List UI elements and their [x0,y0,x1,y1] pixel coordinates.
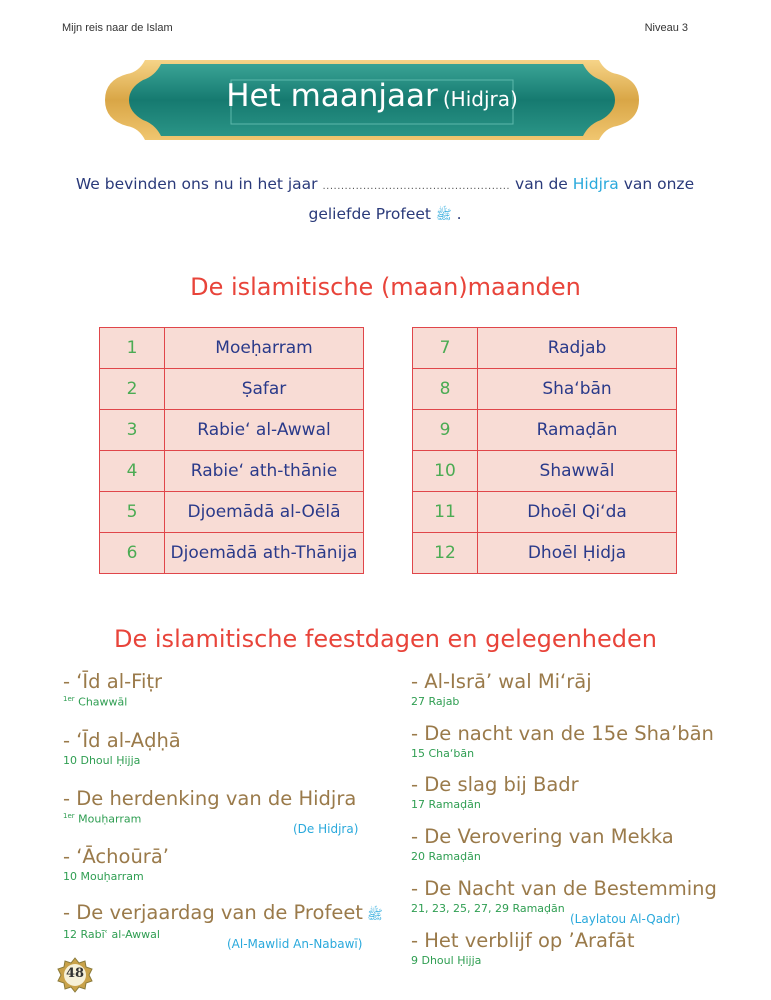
month-row [413,451,677,492]
month-number: 9 [413,410,478,451]
month-number: 11 [413,492,478,533]
book-title: Mijn reis naar de Islam [62,22,173,34]
feast-title: - De verjaardag van de Profeet [63,901,363,924]
month-number: 2 [100,369,165,410]
month-name: Dhoēl Ḥidja [478,533,677,574]
feast-item [411,825,674,863]
month-number: 10 [413,451,478,492]
feast-title: - ‘Āchoūrā’ [63,845,169,868]
month-number: 7 [413,328,478,369]
feast-date: 27 Rajab [411,695,460,708]
month-number: 12 [413,533,478,574]
months-table-left [99,327,364,574]
page-number: 48 [65,966,85,981]
feast-item [411,773,579,811]
feast-title: - De Verovering van Mekka [411,825,674,848]
month-row [100,492,364,533]
month-row [100,451,364,492]
feast-item [63,845,169,883]
month-name: Moeḥarram [165,328,364,369]
feast-note: (Al-Mawlid An-Nabawī) [227,937,363,951]
feast-item [63,670,162,709]
month-name: Rabie‘ ath-thānie [165,451,364,492]
feast-title: - De slag bij Badr [411,773,579,796]
month-name: Ṣafar [165,369,364,410]
feast-item [63,787,356,826]
level-label: Niveau 3 [644,22,688,34]
feast-date-sup: 1er [63,812,75,820]
feast-item [63,901,383,941]
month-number: 5 [100,492,165,533]
month-name: Dhoēl Qi‘da [478,492,677,533]
feast-item [411,722,714,760]
feast-title: - ‘Īd al-Fiṭr [63,670,163,693]
feast-date: 20 Ramaḍān [411,850,481,863]
month-number: 4 [100,451,165,492]
month-row [100,410,364,451]
feast-item [411,670,592,708]
intro-line-2: geliefde Profeet ﷺ . [308,205,462,223]
month-name: Rabie‘ al-Awwal [165,410,364,451]
title-banner [105,50,639,150]
feast-note: (Laylatou Al-Qadr) [570,912,681,926]
month-name: Sha‘bān [478,369,677,410]
pbuh-glyph: ﷺ [366,908,383,923]
feast-date: 15 Cha‘bān [411,747,475,760]
feast-date: 10 Dhoul Ḥijja [63,754,141,767]
month-number: 1 [100,328,165,369]
page-number-badge [57,957,93,993]
feast-item [411,877,717,915]
year-blank[interactable]: ................................................... [322,181,511,192]
feast-title: - Al-Isrā’ wal Mi‘rāj [411,670,592,693]
month-number: 6 [100,533,165,574]
feast-note: (De Hidjra) [293,822,359,836]
feast-title: - Het verblijf op ’Arafāt [411,929,635,952]
month-row [413,410,677,451]
month-row [100,533,364,574]
feast-date: Mouḥarram [74,812,142,826]
feasts-heading: De islamitische feestdagen en gelegenheden [114,625,657,653]
month-row [100,369,364,410]
feast-title: - De nacht van de 15e Sha’bān [411,722,714,745]
months-table-right [412,327,677,574]
month-name: Ramaḍān [478,410,677,451]
feast-item [411,929,634,967]
month-name: Radjab [478,328,677,369]
feast-title: - ‘Īd al-Aḍḥā [63,729,181,752]
months-heading: De islamitische (maan)maanden [190,273,581,301]
intro-line-1: We bevinden ons nu in het jaar ................................................... van de Hidjra van onze [75,175,695,193]
pbuh-glyph: ﷺ [435,208,452,223]
page-subtitle: (Hidjra) [442,87,518,111]
feast-date: 21, 23, 25, 27, 29 Ramaḍān [411,902,565,915]
month-name: Shawwāl [478,451,677,492]
feast-title: - De herdenking van de Hidjra [63,787,357,810]
month-row [100,328,364,369]
feast-date-sup: 1er [63,695,75,703]
feast-date: 10 Mouḥarram [63,870,144,883]
feast-date: 9 Dhoul Ḥijja [411,954,482,967]
feast-date: Chawwāl [74,695,128,709]
month-number: 3 [100,410,165,451]
month-row [413,492,677,533]
feast-item [63,729,181,767]
month-row [413,369,677,410]
month-row [413,533,677,574]
page-title: Het maanjaar [226,78,438,114]
month-row [413,328,677,369]
month-number: 8 [413,369,478,410]
feast-date: 12 Rabīʿ al-Awwal [63,928,160,941]
month-name: Djoemādā al-Oēlā [165,492,364,533]
month-name: Djoemādā ath-Thānija [165,533,364,574]
feast-date: 17 Ramaḍān [411,798,481,811]
feast-title: - De Nacht van de Bestemming [411,877,717,900]
